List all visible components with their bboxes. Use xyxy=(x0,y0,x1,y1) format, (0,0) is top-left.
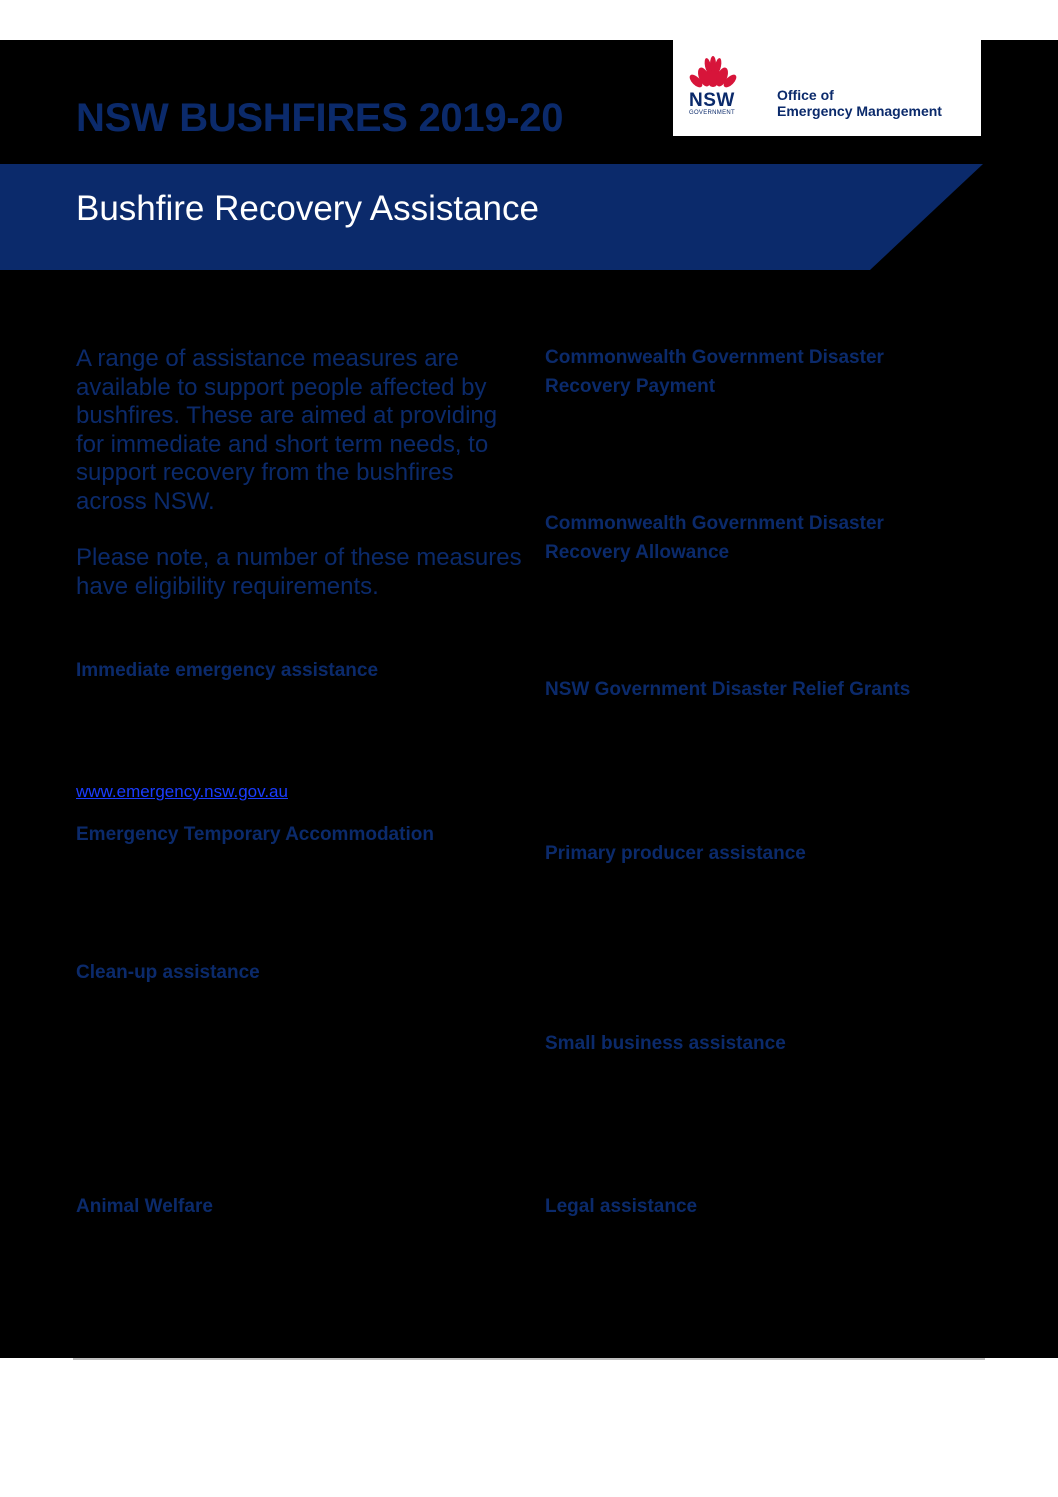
heading-clean-up-assistance: Clean-up assistance xyxy=(76,962,260,983)
heading-disaster-recovery-payment xyxy=(545,343,884,401)
waratah-icon xyxy=(687,56,739,90)
heading-line: Recovery Payment xyxy=(545,376,716,397)
nsw-wordmark: NSW xyxy=(689,90,735,111)
emergency-website-link[interactable]: www.emergency.nsw.gov.au xyxy=(76,782,288,801)
heading-disaster-relief-grants: NSW Government Disaster Relief Grants xyxy=(545,679,911,700)
government-wordmark: GOVERNMENT xyxy=(689,110,736,116)
heading-disaster-recovery-allowance xyxy=(545,509,884,567)
heading-primary-producer-assistance: Primary producer assistance xyxy=(545,843,806,864)
heading-small-business-assistance: Small business assistance xyxy=(545,1033,786,1054)
page-title: NSW BUSHFIRES 2019-20 xyxy=(76,96,564,140)
office-name-line1: Office of xyxy=(777,87,834,103)
heading-immediate-emergency-assistance: Immediate emergency assistance xyxy=(76,660,379,681)
footer-divider xyxy=(73,1358,985,1360)
nsw-oem-logo xyxy=(673,40,981,136)
heading-legal-assistance: Legal assistance xyxy=(545,1196,698,1217)
heading-line: Recovery Allowance xyxy=(545,542,730,563)
banner-title: Bushfire Recovery Assistance xyxy=(76,189,539,228)
office-name-line2: Emergency Management xyxy=(777,103,942,119)
office-name xyxy=(777,87,942,119)
heading-animal-welfare: Animal Welfare xyxy=(76,1196,213,1217)
heading-emergency-temporary-accommodation: Emergency Temporary Accommodation xyxy=(76,824,434,845)
intro-paragraph: A range of assistance measures are available to support people affected by bushfires. These are aimed at providing for immediate and short term needs, to support recovery from the bushfires across NSW. xyxy=(76,345,498,515)
eligibility-note: Please note, a number of these measures have eligibility requirements. xyxy=(76,544,522,600)
heading-line: Commonwealth Government Disaster xyxy=(545,513,884,534)
heading-line: Commonwealth Government Disaster xyxy=(545,347,884,368)
